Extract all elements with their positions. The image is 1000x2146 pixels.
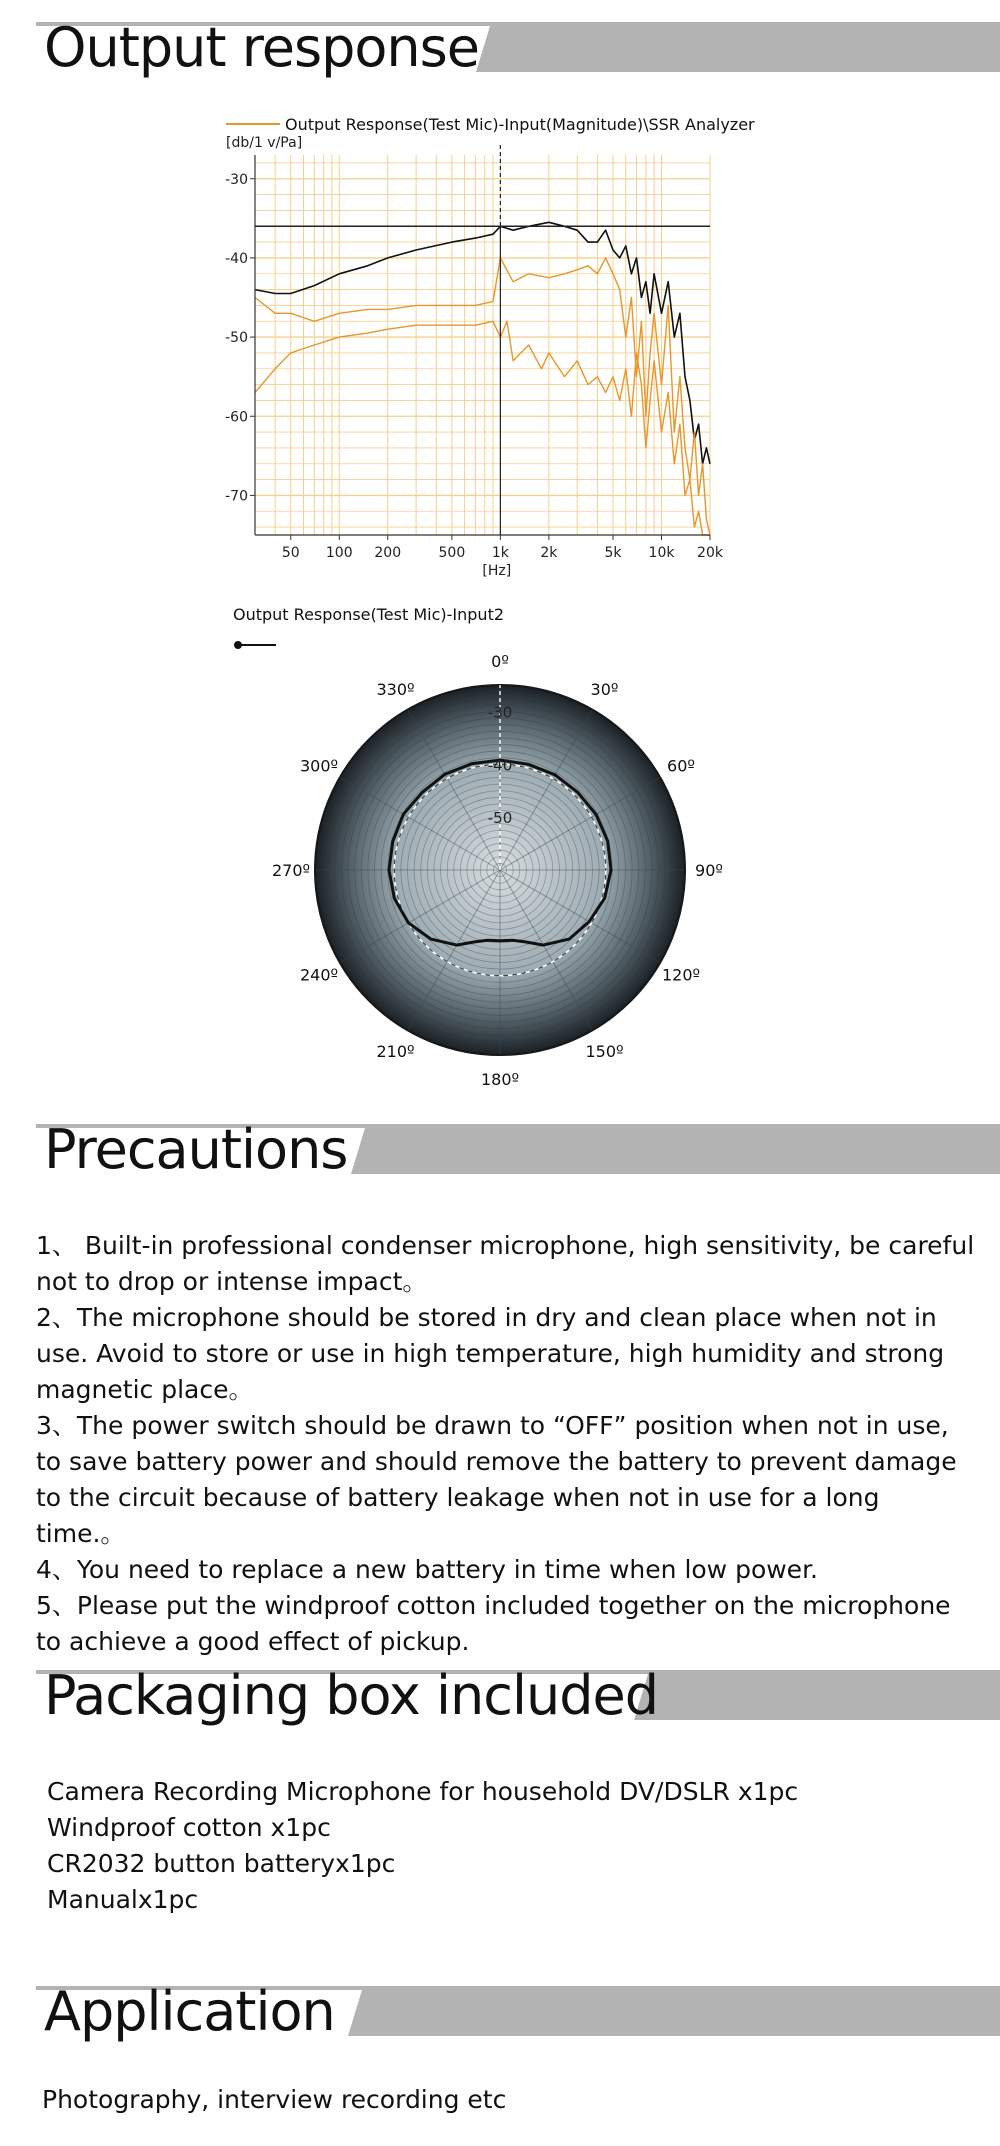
section-header-packaging (36, 1664, 1000, 1727)
header-bar (348, 1990, 1000, 2036)
section-title: Output response (44, 16, 480, 79)
application-text: Photography, interview recording etc (42, 2085, 507, 2114)
polar-angle-label: 240º (299, 965, 339, 985)
frequency-response-chart (0, 100, 1000, 600)
section-header-output-response (36, 16, 1000, 79)
section-header-precautions (36, 1118, 1000, 1181)
chart-grid (255, 155, 710, 535)
polar-angle-label: 330º (376, 680, 415, 700)
section-header-application (36, 1980, 1000, 2043)
polar-angle-label: 150º (585, 1041, 624, 1061)
precaution-item: 2、The microphone should be stored in dry and clean place when not in use. Avoid to store or use in high temperature, high humidity and strong magnetic place。 (36, 1303, 945, 1404)
precautions-list (36, 1228, 976, 1660)
section-title: Application (44, 1980, 335, 2043)
y-tick-label: -40 (225, 250, 248, 267)
precaution-item: 3、The power switch should be drawn to “OFF” position when not in use, to save battery power and should remove the battery to prevent damage to the circuit because of battery leakage when not in use for a long time.。 (36, 1411, 957, 1548)
polar-angle-label: 120º (661, 965, 701, 985)
header-bar (351, 1128, 1000, 1174)
polar-angle-label: 270º (271, 861, 311, 880)
y-axis-label: [db/1 v/Pa] (226, 135, 303, 151)
package-item: Manualx1pc (47, 1885, 199, 1914)
polar-angle-label: 210º (376, 1041, 415, 1061)
package-item: CR2032 button batteryx1pc (47, 1849, 396, 1878)
polar-angle-label: 30º (590, 680, 619, 700)
polar-radial-label: -30 (487, 703, 513, 722)
header-bar (476, 26, 1000, 72)
polar-angle-label: 60º (667, 756, 695, 776)
legend-label: Output Response(Test Mic)-Input(Magnitude)\SSR Analyzer (285, 115, 755, 134)
precaution-item: 4、You need to replace a new battery in time when low power. (36, 1555, 818, 1584)
polar-body (315, 685, 685, 1055)
package-item: Camera Recording Microphone for household DV/DSLR x1pc (47, 1777, 799, 1806)
chart-axes (250, 145, 710, 540)
precaution-item: 1、 Built-in professional condenser microphone, high sensitivity, be careful not to drop or intense impact。 (36, 1231, 975, 1296)
x-tick-label: 500 (438, 545, 466, 561)
polar-angle-label: 300º (299, 756, 339, 776)
x-tick-label: 200 (374, 545, 402, 561)
polar-angle-label: 90º (695, 861, 723, 880)
package-item: Windproof cotton x1pc (47, 1813, 331, 1842)
x-tick-label: 10k (648, 545, 675, 561)
x-tick-label: 1k (491, 545, 509, 561)
x-tick-label: 20k (697, 545, 723, 561)
section-title: Packaging box included (44, 1664, 658, 1727)
y-tick-label: -60 (225, 409, 248, 426)
precaution-item: 5、Please put the windproof cotton included together on the microphone to achieve a good effect of pickup. (36, 1591, 951, 1656)
x-axis-label: [Hz] (482, 563, 512, 579)
polar-radial-label: -50 (487, 809, 513, 828)
polar-angle-label: 0º (491, 652, 509, 671)
x-tick-label: 5k (604, 545, 622, 561)
header-bar (634, 1674, 1000, 1720)
polar-radial-label: -40 (487, 756, 513, 775)
x-tick-label: 50 (281, 545, 300, 561)
section-title: Precautions (44, 1118, 348, 1181)
polar-title: Output Response(Test Mic)-Input2 (233, 605, 505, 624)
y-tick-label: -50 (225, 330, 248, 347)
y-tick-label: -30 (225, 171, 248, 188)
y-tick-label: -70 (225, 488, 248, 505)
polar-angle-label: 180º (480, 1070, 520, 1089)
polar-pattern-chart (0, 600, 1000, 1120)
x-tick-label: 100 (325, 545, 353, 561)
packaging-list (47, 1774, 798, 1918)
chart-labels (225, 115, 755, 579)
x-tick-label: 2k (540, 545, 558, 561)
